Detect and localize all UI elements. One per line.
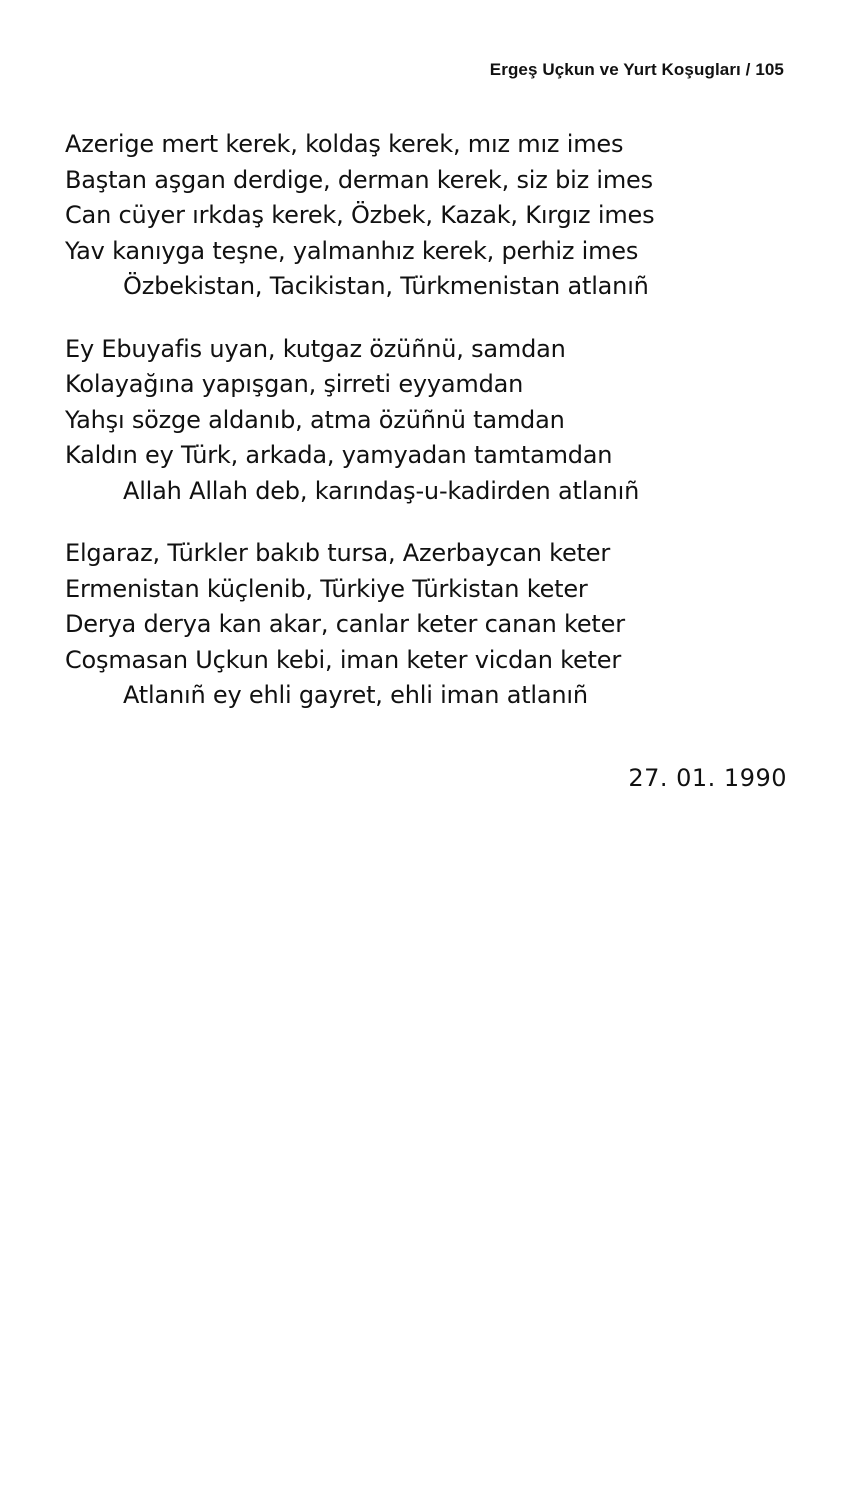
stanza-1	[65, 127, 805, 305]
poem	[65, 127, 805, 741]
refrain-line: Atlanıñ ey ehli gayret, ehli iman atlanıñ	[123, 681, 588, 709]
poem-line: Yav kanıyga teşne, yalmanhız kerek, perhiz imes	[65, 236, 639, 265]
poem-line: Azerige mert kerek, koldaş kerek, mız mız imes	[65, 130, 624, 158]
poem-line: Kolayağına yapışgan, şirreti eyyamdan	[65, 370, 524, 398]
poem-line: Ey Ebuyafis uyan, kutgaz özüñnü, samdan	[65, 334, 566, 363]
poem-line: Yahşı sözge aldanıb, atma özüñnü tamdan	[65, 405, 565, 434]
poem-line: Baştan aşgan derdige, derman kerek, siz biz imes	[65, 165, 653, 194]
poem-line: Derya derya kan akar, canlar keter canan keter	[65, 610, 625, 638]
poem-line: Can cüyer ırkdaş kerek, Özbek, Kazak, Kırgız imes	[65, 201, 655, 229]
poem-line: Elgaraz, Türkler bakıb tursa, Azerbaycan keter	[65, 539, 610, 567]
poem-date: 27. 01. 1990	[628, 764, 787, 792]
refrain-line: Özbekistan, Tacikistan, Türkmenistan atlanıñ	[123, 272, 649, 300]
refrain-line: Allah Allah deb, karındaş-u-kadirden atlanıñ	[123, 476, 640, 505]
stanza-2	[65, 332, 805, 510]
poem-line: Kaldın ey Türk, arkada, yamyadan tamtamdan	[65, 441, 613, 469]
stanza-3	[65, 536, 805, 714]
poem-line: Ermenistan küçlenib, Türkiye Türkistan keter	[65, 574, 588, 603]
running-header: Ergeş Uçkun ve Yurt Koşugları / 105	[489, 60, 784, 79]
poem-line: Coşmasan Uçkun kebi, iman keter vicdan keter	[65, 645, 621, 674]
